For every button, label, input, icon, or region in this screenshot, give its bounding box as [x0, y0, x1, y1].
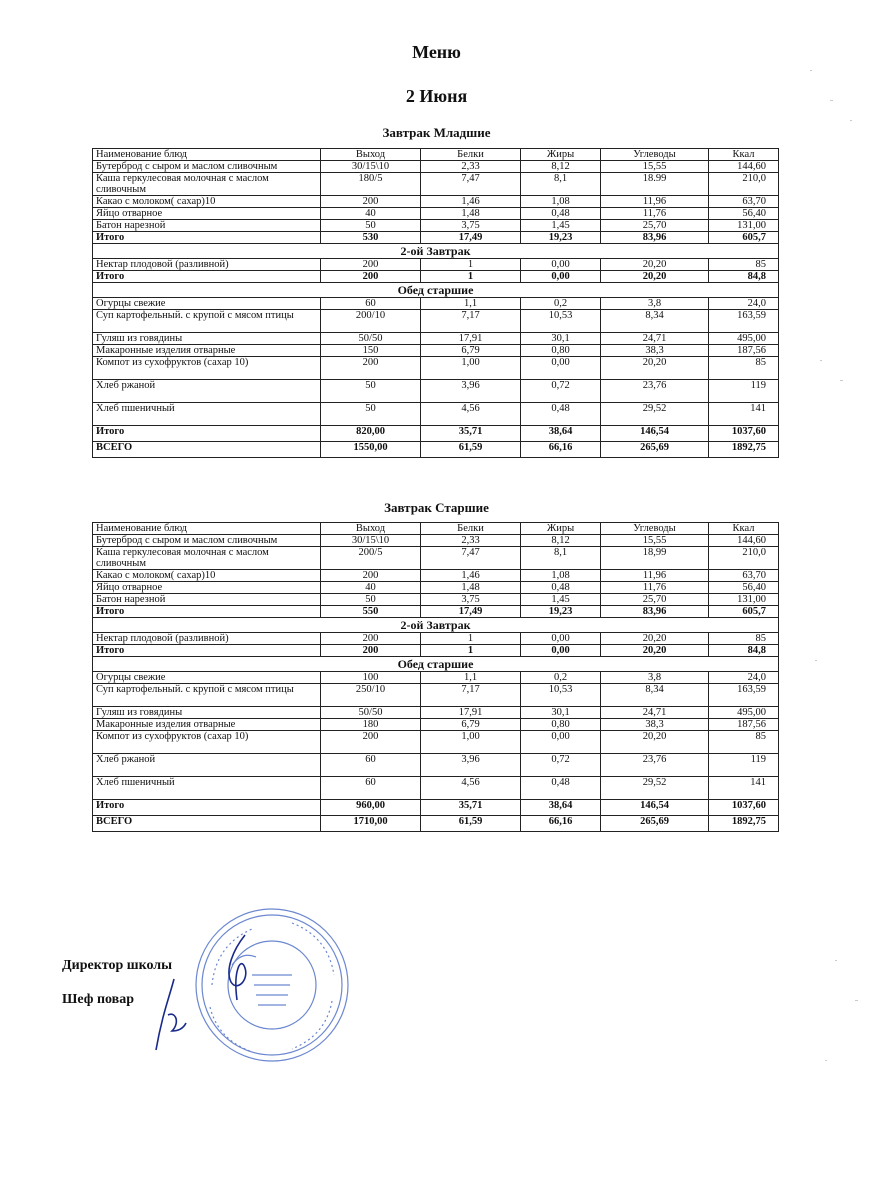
kcal-cell: 144,60: [709, 535, 779, 547]
table-row: [93, 731, 779, 754]
section-title-seniors: Завтрак Старшие: [384, 500, 489, 515]
kcal-cell: 85: [709, 731, 779, 754]
portion-cell: 200: [321, 645, 421, 657]
column-header-protein: Белки: [421, 523, 521, 535]
dish-name-cell: Нектар плодовой (разливной): [93, 259, 321, 271]
dish-name-cell: Хлеб ржаной: [93, 380, 321, 403]
table-row: [93, 345, 779, 357]
fat-cell: 0,72: [521, 754, 601, 777]
total-row: [93, 645, 779, 657]
table-row: [93, 298, 779, 310]
protein-cell: 6,79: [421, 345, 521, 357]
protein-cell: 1: [421, 271, 521, 283]
fat-cell: 66,16: [521, 442, 601, 458]
portion-cell: 50: [321, 220, 421, 232]
dish-name-cell: Итого: [93, 232, 321, 244]
fat-cell: 0,80: [521, 345, 601, 357]
fat-cell: 66,16: [521, 816, 601, 832]
dish-name-cell: Суп картофельный. с крупой с мясом птицы: [93, 684, 321, 707]
kcal-cell: 85: [709, 357, 779, 380]
second-breakfast-title: [93, 618, 779, 633]
dish-name-cell: Хлеб ржаной: [93, 754, 321, 777]
carbs-cell: 8,34: [601, 684, 709, 707]
dish-name-cell: Хлеб пшеничный: [93, 403, 321, 426]
dish-name-cell: Батон нарезной: [93, 594, 321, 606]
carbs-cell: 11,96: [601, 570, 709, 582]
protein-cell: 2,33: [421, 161, 521, 173]
portion-cell: 60: [321, 777, 421, 800]
protein-cell: 1: [421, 259, 521, 271]
dish-name-cell: Бутерброд с сыром и маслом сливочным: [93, 535, 321, 547]
dish-name-cell: Итого: [93, 426, 321, 442]
dish-name-cell: Хлеб пшеничный: [93, 777, 321, 800]
fat-cell: 8,1: [521, 547, 601, 570]
column-header-kcal: Ккал: [709, 149, 779, 161]
portion-cell: 60: [321, 298, 421, 310]
fat-cell: 1,08: [521, 570, 601, 582]
portion-cell: 550: [321, 606, 421, 618]
kcal-cell: 131,00: [709, 594, 779, 606]
section-title-juniors: Завтрак Младшие: [382, 125, 491, 140]
column-header-kcal: Ккал: [709, 523, 779, 535]
protein-cell: 6,79: [421, 719, 521, 731]
dish-name-cell: Макаронные изделия отварные: [93, 345, 321, 357]
lunch-title: [93, 283, 779, 298]
fat-cell: 8,12: [521, 161, 601, 173]
subsection-title: 2-ой Завтрак: [93, 618, 779, 633]
carbs-cell: 23,76: [601, 380, 709, 403]
total-row: [93, 271, 779, 283]
portion-cell: 250/10: [321, 684, 421, 707]
fat-cell: 0,00: [521, 645, 601, 657]
portion-cell: 530: [321, 232, 421, 244]
portion-cell: 200/10: [321, 310, 421, 333]
total-row: [93, 800, 779, 816]
table-row: [93, 403, 779, 426]
dish-name-cell: Нектар плодовой (разливной): [93, 633, 321, 645]
kcal-cell: 495,00: [709, 333, 779, 345]
column-header-fat: Жиры: [521, 523, 601, 535]
portion-cell: 60: [321, 754, 421, 777]
carbs-cell: 265,69: [601, 816, 709, 832]
column-header-dish-name: Наименование блюд: [93, 523, 321, 535]
table-row: [93, 380, 779, 403]
protein-cell: 61,59: [421, 442, 521, 458]
protein-cell: 1,1: [421, 298, 521, 310]
kcal-cell: 605,7: [709, 232, 779, 244]
scan-noise: [800, 60, 873, 1160]
portion-cell: 30/15\10: [321, 535, 421, 547]
table-row: [93, 582, 779, 594]
total-row: [93, 232, 779, 244]
protein-cell: 35,71: [421, 426, 521, 442]
table-row: [93, 719, 779, 731]
menu-table-juniors: [92, 148, 779, 458]
dish-name-cell: Каша геркулесовая молочная с маслом сливочным: [93, 173, 321, 196]
carbs-cell: 146,54: [601, 426, 709, 442]
protein-cell: 7,17: [421, 684, 521, 707]
grand-total-row: [93, 442, 779, 458]
dish-name-cell: ВСЕГО: [93, 442, 321, 458]
fat-cell: 1,08: [521, 196, 601, 208]
fat-cell: 38,64: [521, 426, 601, 442]
fat-cell: 0,00: [521, 271, 601, 283]
kcal-cell: 210,0: [709, 547, 779, 570]
fat-cell: 1,45: [521, 220, 601, 232]
portion-cell: 200: [321, 731, 421, 754]
kcal-cell: 144,60: [709, 161, 779, 173]
protein-cell: 1,1: [421, 672, 521, 684]
fat-cell: 0,80: [521, 719, 601, 731]
kcal-cell: 1037,60: [709, 800, 779, 816]
chef-signature: [150, 975, 190, 1055]
protein-cell: 17,91: [421, 333, 521, 345]
protein-cell: 61,59: [421, 816, 521, 832]
fat-cell: 0,00: [521, 357, 601, 380]
portion-cell: 200: [321, 357, 421, 380]
carbs-cell: 20,20: [601, 259, 709, 271]
protein-cell: 17,91: [421, 707, 521, 719]
fat-cell: 0,48: [521, 208, 601, 220]
carbs-cell: 38,3: [601, 719, 709, 731]
carbs-cell: 8,34: [601, 310, 709, 333]
carbs-cell: 20,20: [601, 731, 709, 754]
fat-cell: 0,72: [521, 380, 601, 403]
protein-cell: 17,49: [421, 606, 521, 618]
table-row: [93, 161, 779, 173]
portion-cell: 200: [321, 271, 421, 283]
kcal-cell: 163,59: [709, 310, 779, 333]
table-row: [93, 684, 779, 707]
table-header-row: [93, 523, 779, 535]
protein-cell: 3,96: [421, 754, 521, 777]
kcal-cell: 56,40: [709, 582, 779, 594]
protein-cell: 4,56: [421, 777, 521, 800]
protein-cell: 7,17: [421, 310, 521, 333]
director-signature-label: Директор школы: [62, 958, 173, 973]
carbs-cell: 265,69: [601, 442, 709, 458]
portion-cell: 100: [321, 672, 421, 684]
kcal-cell: 24,0: [709, 672, 779, 684]
protein-cell: 7,47: [421, 173, 521, 196]
portion-cell: 50/50: [321, 707, 421, 719]
carbs-cell: 11,76: [601, 208, 709, 220]
carbs-cell: 20,20: [601, 357, 709, 380]
column-header-dish-name: Наименование блюд: [93, 149, 321, 161]
table-row: [93, 173, 779, 196]
dish-name-cell: Бутерброд с сыром и маслом сливочным: [93, 161, 321, 173]
menu-table-seniors: [92, 522, 779, 832]
protein-cell: 1,46: [421, 196, 521, 208]
protein-cell: 17,49: [421, 232, 521, 244]
fat-cell: 8,12: [521, 535, 601, 547]
portion-cell: 40: [321, 582, 421, 594]
table-row: [93, 535, 779, 547]
table-row: [93, 672, 779, 684]
total-row: [93, 426, 779, 442]
portion-cell: 50: [321, 594, 421, 606]
carbs-cell: 25,70: [601, 594, 709, 606]
subsection-title: Обед старшие: [93, 283, 779, 298]
table-row: [93, 707, 779, 719]
dish-name-cell: Макаронные изделия отварные: [93, 719, 321, 731]
dish-name-cell: Гуляш из говядины: [93, 333, 321, 345]
kcal-cell: 187,56: [709, 719, 779, 731]
portion-cell: 50: [321, 403, 421, 426]
carbs-cell: 18.99: [601, 173, 709, 196]
kcal-cell: 1892,75: [709, 816, 779, 832]
protein-cell: 3,75: [421, 220, 521, 232]
carbs-cell: 11,96: [601, 196, 709, 208]
dish-name-cell: Итого: [93, 800, 321, 816]
kcal-cell: 141: [709, 777, 779, 800]
carbs-cell: 20,20: [601, 633, 709, 645]
portion-cell: 960,00: [321, 800, 421, 816]
kcal-cell: 63,70: [709, 196, 779, 208]
fat-cell: 0,48: [521, 777, 601, 800]
protein-cell: 1,46: [421, 570, 521, 582]
table-row: [93, 777, 779, 800]
portion-cell: 50: [321, 380, 421, 403]
kcal-cell: 56,40: [709, 208, 779, 220]
carbs-cell: 83,96: [601, 232, 709, 244]
dish-name-cell: Компот из сухофруктов (сахар 10): [93, 357, 321, 380]
lunch-title: [93, 657, 779, 672]
chef-signature-label: Шеф повар: [62, 992, 135, 1007]
table-row: [93, 259, 779, 271]
dish-name-cell: Компот из сухофруктов (сахар 10): [93, 731, 321, 754]
table-row: [93, 196, 779, 208]
carbs-cell: 11,76: [601, 582, 709, 594]
carbs-cell: 29,52: [601, 403, 709, 426]
dish-name-cell: Яйцо отварное: [93, 208, 321, 220]
menu-date: 2 Июня: [405, 86, 468, 106]
protein-cell: 3,75: [421, 594, 521, 606]
portion-cell: 180/5: [321, 173, 421, 196]
dish-name-cell: Итого: [93, 606, 321, 618]
fat-cell: 19,23: [521, 606, 601, 618]
protein-cell: 4,56: [421, 403, 521, 426]
protein-cell: 1,48: [421, 208, 521, 220]
kcal-cell: 1892,75: [709, 442, 779, 458]
dish-name-cell: Батон нарезной: [93, 220, 321, 232]
kcal-cell: 141: [709, 403, 779, 426]
portion-cell: 200: [321, 259, 421, 271]
carbs-cell: 38,3: [601, 345, 709, 357]
fat-cell: 30,1: [521, 333, 601, 345]
table-row: [93, 220, 779, 232]
protein-cell: 35,71: [421, 800, 521, 816]
protein-cell: 1,48: [421, 582, 521, 594]
table-row: [93, 570, 779, 582]
fat-cell: 19,23: [521, 232, 601, 244]
table-row: [93, 333, 779, 345]
table-header-row: [93, 149, 779, 161]
table-row: [93, 357, 779, 380]
kcal-cell: 119: [709, 380, 779, 403]
table-row: [93, 310, 779, 333]
carbs-cell: 24,71: [601, 333, 709, 345]
portion-cell: 50/50: [321, 333, 421, 345]
portion-cell: 200/5: [321, 547, 421, 570]
fat-cell: 0,48: [521, 403, 601, 426]
carbs-cell: 25,70: [601, 220, 709, 232]
kcal-cell: 605,7: [709, 606, 779, 618]
carbs-cell: 20,20: [601, 645, 709, 657]
kcal-cell: 85: [709, 259, 779, 271]
kcal-cell: 495,00: [709, 707, 779, 719]
dish-name-cell: Огурцы свежие: [93, 298, 321, 310]
kcal-cell: 24,0: [709, 298, 779, 310]
dish-name-cell: Каша геркулесовая молочная с маслом сливочным: [93, 547, 321, 570]
fat-cell: 30,1: [521, 707, 601, 719]
fat-cell: 0,00: [521, 731, 601, 754]
director-signature: [215, 930, 265, 1010]
table-row: [93, 633, 779, 645]
protein-cell: 3,96: [421, 380, 521, 403]
portion-cell: 200: [321, 570, 421, 582]
protein-cell: 1,00: [421, 731, 521, 754]
dish-name-cell: ВСЕГО: [93, 816, 321, 832]
table-row: [93, 547, 779, 570]
protein-cell: 1: [421, 633, 521, 645]
protein-cell: 7,47: [421, 547, 521, 570]
dish-name-cell: Итого: [93, 645, 321, 657]
dish-name-cell: Итого: [93, 271, 321, 283]
protein-cell: 1: [421, 645, 521, 657]
dish-name-cell: Огурцы свежие: [93, 672, 321, 684]
kcal-cell: 84,8: [709, 271, 779, 283]
carbs-cell: 3,8: [601, 298, 709, 310]
column-header-fat: Жиры: [521, 149, 601, 161]
second-breakfast-title: [93, 244, 779, 259]
kcal-cell: 163,59: [709, 684, 779, 707]
dish-name-cell: Яйцо отварное: [93, 582, 321, 594]
kcal-cell: 187,56: [709, 345, 779, 357]
protein-cell: 2,33: [421, 535, 521, 547]
kcal-cell: 119: [709, 754, 779, 777]
portion-cell: 30/15\10: [321, 161, 421, 173]
portion-cell: 200: [321, 633, 421, 645]
fat-cell: 8,1: [521, 173, 601, 196]
column-header-carbs: Углеводы: [601, 149, 709, 161]
carbs-cell: 24,71: [601, 707, 709, 719]
portion-cell: 150: [321, 345, 421, 357]
carbs-cell: 23,76: [601, 754, 709, 777]
column-header-portion: Выход: [321, 523, 421, 535]
fat-cell: 0,48: [521, 582, 601, 594]
fat-cell: 0,00: [521, 633, 601, 645]
carbs-cell: 15,55: [601, 535, 709, 547]
kcal-cell: 85: [709, 633, 779, 645]
fat-cell: 0,2: [521, 672, 601, 684]
total-row: [93, 606, 779, 618]
fat-cell: 1,45: [521, 594, 601, 606]
portion-cell: 1710,00: [321, 816, 421, 832]
column-header-portion: Выход: [321, 149, 421, 161]
carbs-cell: 20,20: [601, 271, 709, 283]
carbs-cell: 15,55: [601, 161, 709, 173]
dish-name-cell: Какао с молоком( сахар)10: [93, 570, 321, 582]
kcal-cell: 131,00: [709, 220, 779, 232]
portion-cell: 40: [321, 208, 421, 220]
page-title: Меню: [412, 42, 461, 62]
portion-cell: 820,00: [321, 426, 421, 442]
protein-cell: 1,00: [421, 357, 521, 380]
fat-cell: 10,53: [521, 684, 601, 707]
dish-name-cell: Гуляш из говядины: [93, 707, 321, 719]
kcal-cell: 210,0: [709, 173, 779, 196]
kcal-cell: 84,8: [709, 645, 779, 657]
carbs-cell: 18,99: [601, 547, 709, 570]
kcal-cell: 1037,60: [709, 426, 779, 442]
fat-cell: 0,00: [521, 259, 601, 271]
table-row: [93, 208, 779, 220]
carbs-cell: 3,8: [601, 672, 709, 684]
grand-total-row: [93, 816, 779, 832]
table-row: [93, 594, 779, 606]
column-header-protein: Белки: [421, 149, 521, 161]
subsection-title: 2-ой Завтрак: [93, 244, 779, 259]
portion-cell: 180: [321, 719, 421, 731]
fat-cell: 0,2: [521, 298, 601, 310]
dish-name-cell: Какао с молоком( сахар)10: [93, 196, 321, 208]
carbs-cell: 146,54: [601, 800, 709, 816]
portion-cell: 1550,00: [321, 442, 421, 458]
fat-cell: 38,64: [521, 800, 601, 816]
portion-cell: 200: [321, 196, 421, 208]
fat-cell: 10,53: [521, 310, 601, 333]
subsection-title: Обед старшие: [93, 657, 779, 672]
table-row: [93, 754, 779, 777]
carbs-cell: 83,96: [601, 606, 709, 618]
kcal-cell: 63,70: [709, 570, 779, 582]
dish-name-cell: Суп картофельный. с крупой с мясом птицы: [93, 310, 321, 333]
column-header-carbs: Углеводы: [601, 523, 709, 535]
carbs-cell: 29,52: [601, 777, 709, 800]
